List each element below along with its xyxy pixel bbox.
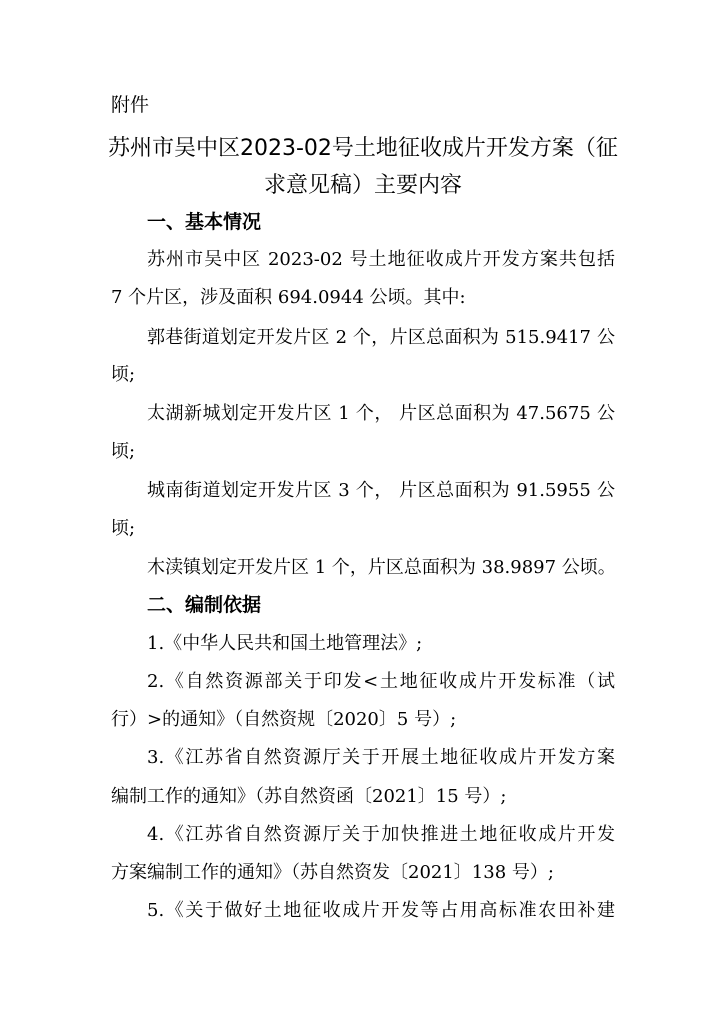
paragraph-line: 太湖新城划定开发片区 1 个， 片区总面积为 47.5675 公	[147, 403, 615, 424]
paragraph-line: 顷;	[111, 518, 136, 539]
list-item-continued: 编制工作的通知》（苏自然资函〔2021〕15 号）;	[111, 786, 507, 807]
paragraph-line: 城南街道划定开发片区 3 个， 片区总面积为 91.5955 公	[147, 480, 615, 501]
paragraph-line: 顷;	[111, 364, 136, 385]
section-heading-basis: 二、编制依据	[147, 594, 262, 616]
list-item-continued: 行）>的通知》（自然资规〔2020〕5 号）;	[111, 709, 457, 730]
document-title-line-1: 苏州市吴中区2023-02号土地征收成片开发方案（征	[108, 136, 618, 161]
list-item: 1.《中华人民共和国土地管理法》;	[147, 633, 423, 654]
list-item: 5.《关于做好土地征收成片开发等占用高标准农田补建	[147, 900, 615, 921]
paragraph-line: 郭巷街道划定开发片区 2 个，片区总面积为 515.9417 公	[147, 327, 615, 348]
paragraph-line: 木渎镇划定开发片区 1 个，片区总面积为 38.9897 公顷。	[147, 557, 616, 578]
list-item-continued: 方案编制工作的通知》（苏自然资发〔2021〕138 号）;	[111, 862, 554, 883]
list-item: 3.《江苏省自然资源厅关于开展土地征收成片开发方案	[147, 747, 615, 768]
list-item: 4.《江苏省自然资源厅关于加快推进土地征收成片开发	[147, 824, 615, 845]
paragraph-line: 顷;	[111, 441, 136, 462]
document-title-line-2: 求意见稿）主要内容	[263, 173, 462, 198]
attachment-label: 附件	[111, 94, 150, 116]
section-heading-basic-info: 一、基本情况	[147, 211, 262, 233]
paragraph-line: 7 个片区，涉及面积 694.0944 公顷。其中:	[111, 287, 466, 308]
list-item: 2.《自然资源部关于印发<土地征收成片开发标准（试	[147, 671, 615, 692]
paragraph-line: 苏州市吴中区 2023-02 号土地征收成片开发方案共包括	[147, 249, 615, 270]
